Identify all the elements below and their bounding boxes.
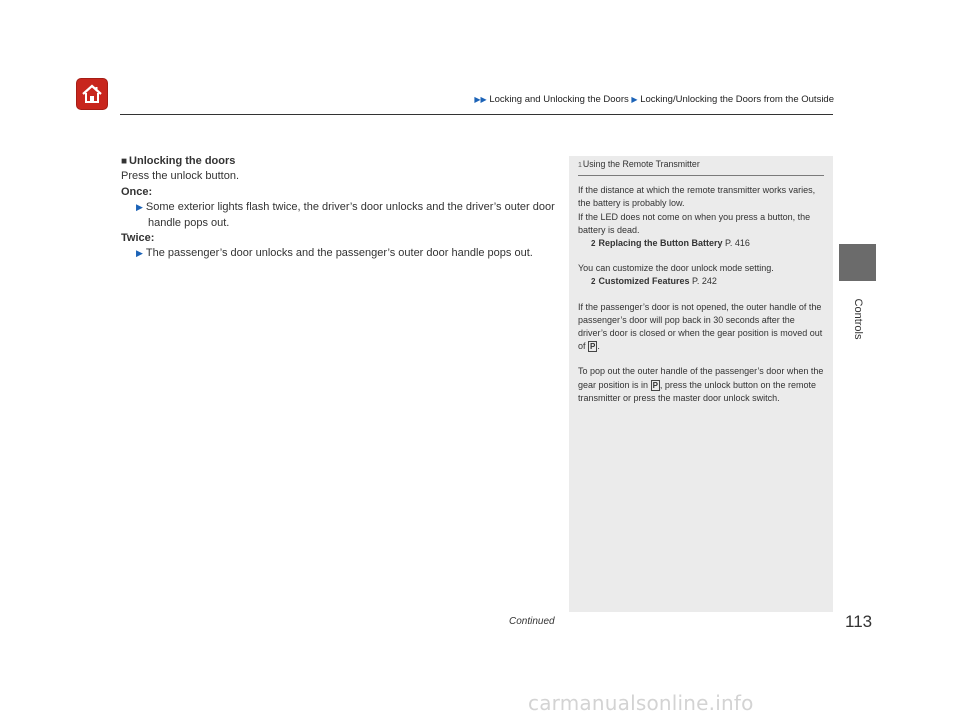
heading-text: Unlocking the doors bbox=[129, 155, 236, 167]
sidebar-text: . bbox=[597, 341, 600, 352]
arrow-icon: ▶ bbox=[136, 202, 143, 213]
breadcrumb-link-doors[interactable]: Locking and Unlocking the Doors bbox=[489, 94, 629, 105]
gear-p-icon: P bbox=[652, 380, 658, 390]
breadcrumb-current: Locking/Unlocking the Doors from the Outside bbox=[640, 94, 834, 105]
continued-label: Continued bbox=[509, 616, 555, 627]
reference-title: Customized Features bbox=[598, 276, 690, 287]
cross-reference-battery[interactable] bbox=[578, 237, 824, 250]
once-label: Once: bbox=[121, 185, 153, 198]
breadcrumb-arrow-icon: ▶▶ bbox=[474, 95, 487, 104]
sidebar-text: , press the unlock button on the remote transmitter or press the master door unlock switch. bbox=[578, 379, 816, 403]
sidebar-paragraph: If the distance at which the remote transmitter works varies, the battery is probably low. bbox=[578, 185, 816, 209]
watermark: carmanualsonline.info bbox=[528, 691, 754, 715]
sidebar-paragraph: If the LED does not come on when you press a button, the battery is dead. bbox=[578, 211, 811, 235]
header-rule bbox=[120, 114, 833, 115]
cross-reference-customized[interactable] bbox=[578, 275, 824, 288]
section-tab[interactable] bbox=[839, 244, 876, 281]
arrow-icon: ▶ bbox=[136, 248, 143, 259]
breadcrumb-separator-icon: ▶ bbox=[631, 95, 638, 104]
sidebar-title-text: Using the Remote Transmitter bbox=[582, 159, 700, 169]
twice-item bbox=[121, 246, 561, 261]
reference-page: P. 242 bbox=[692, 276, 717, 287]
once-item bbox=[121, 200, 561, 231]
home-icon bbox=[81, 84, 103, 104]
sidebar-title bbox=[578, 156, 824, 176]
twice-label: Twice: bbox=[121, 232, 155, 245]
sidebar-paragraph: You can customize the door unlock mode setting. bbox=[578, 263, 774, 274]
sidebar-text: To pop out the outer handle of the passenger’s door when the gear position is in bbox=[578, 366, 824, 390]
twice-text: The passenger’s door unlocks and the passenger’s outer door handle pops out. bbox=[145, 247, 533, 260]
reference-icon: 2 bbox=[591, 239, 596, 249]
gear-p-icon: P bbox=[590, 342, 596, 352]
once-text: Some exterior lights flash twice, the driver’s door unlocks and the driver’s outer door handle pops out. bbox=[145, 201, 555, 229]
section-heading bbox=[121, 154, 561, 169]
sidebar-text: If the passenger’s door is not opened, the outer handle of the passenger’s door will pop back in 30 seconds after the driver’s door is closed or when the gear position is moved out of bbox=[578, 301, 823, 352]
reference-title: Replacing the Button Battery bbox=[598, 238, 723, 249]
sidebar-paragraph bbox=[578, 301, 824, 354]
section-tab-label: Controls bbox=[852, 298, 864, 340]
breadcrumb bbox=[430, 94, 834, 105]
heading-square-icon: ■ bbox=[121, 156, 128, 167]
page-number: 113 bbox=[845, 612, 873, 631]
home-button[interactable] bbox=[76, 78, 108, 110]
reference-icon: 2 bbox=[591, 277, 596, 287]
note-marker-icon: 1 bbox=[578, 162, 582, 169]
sidebar-paragraph bbox=[578, 365, 824, 405]
intro-text: Press the unlock button. bbox=[121, 170, 240, 183]
reference-page: P. 416 bbox=[724, 238, 750, 249]
main-content bbox=[121, 154, 561, 262]
sidebar-note bbox=[569, 156, 833, 612]
